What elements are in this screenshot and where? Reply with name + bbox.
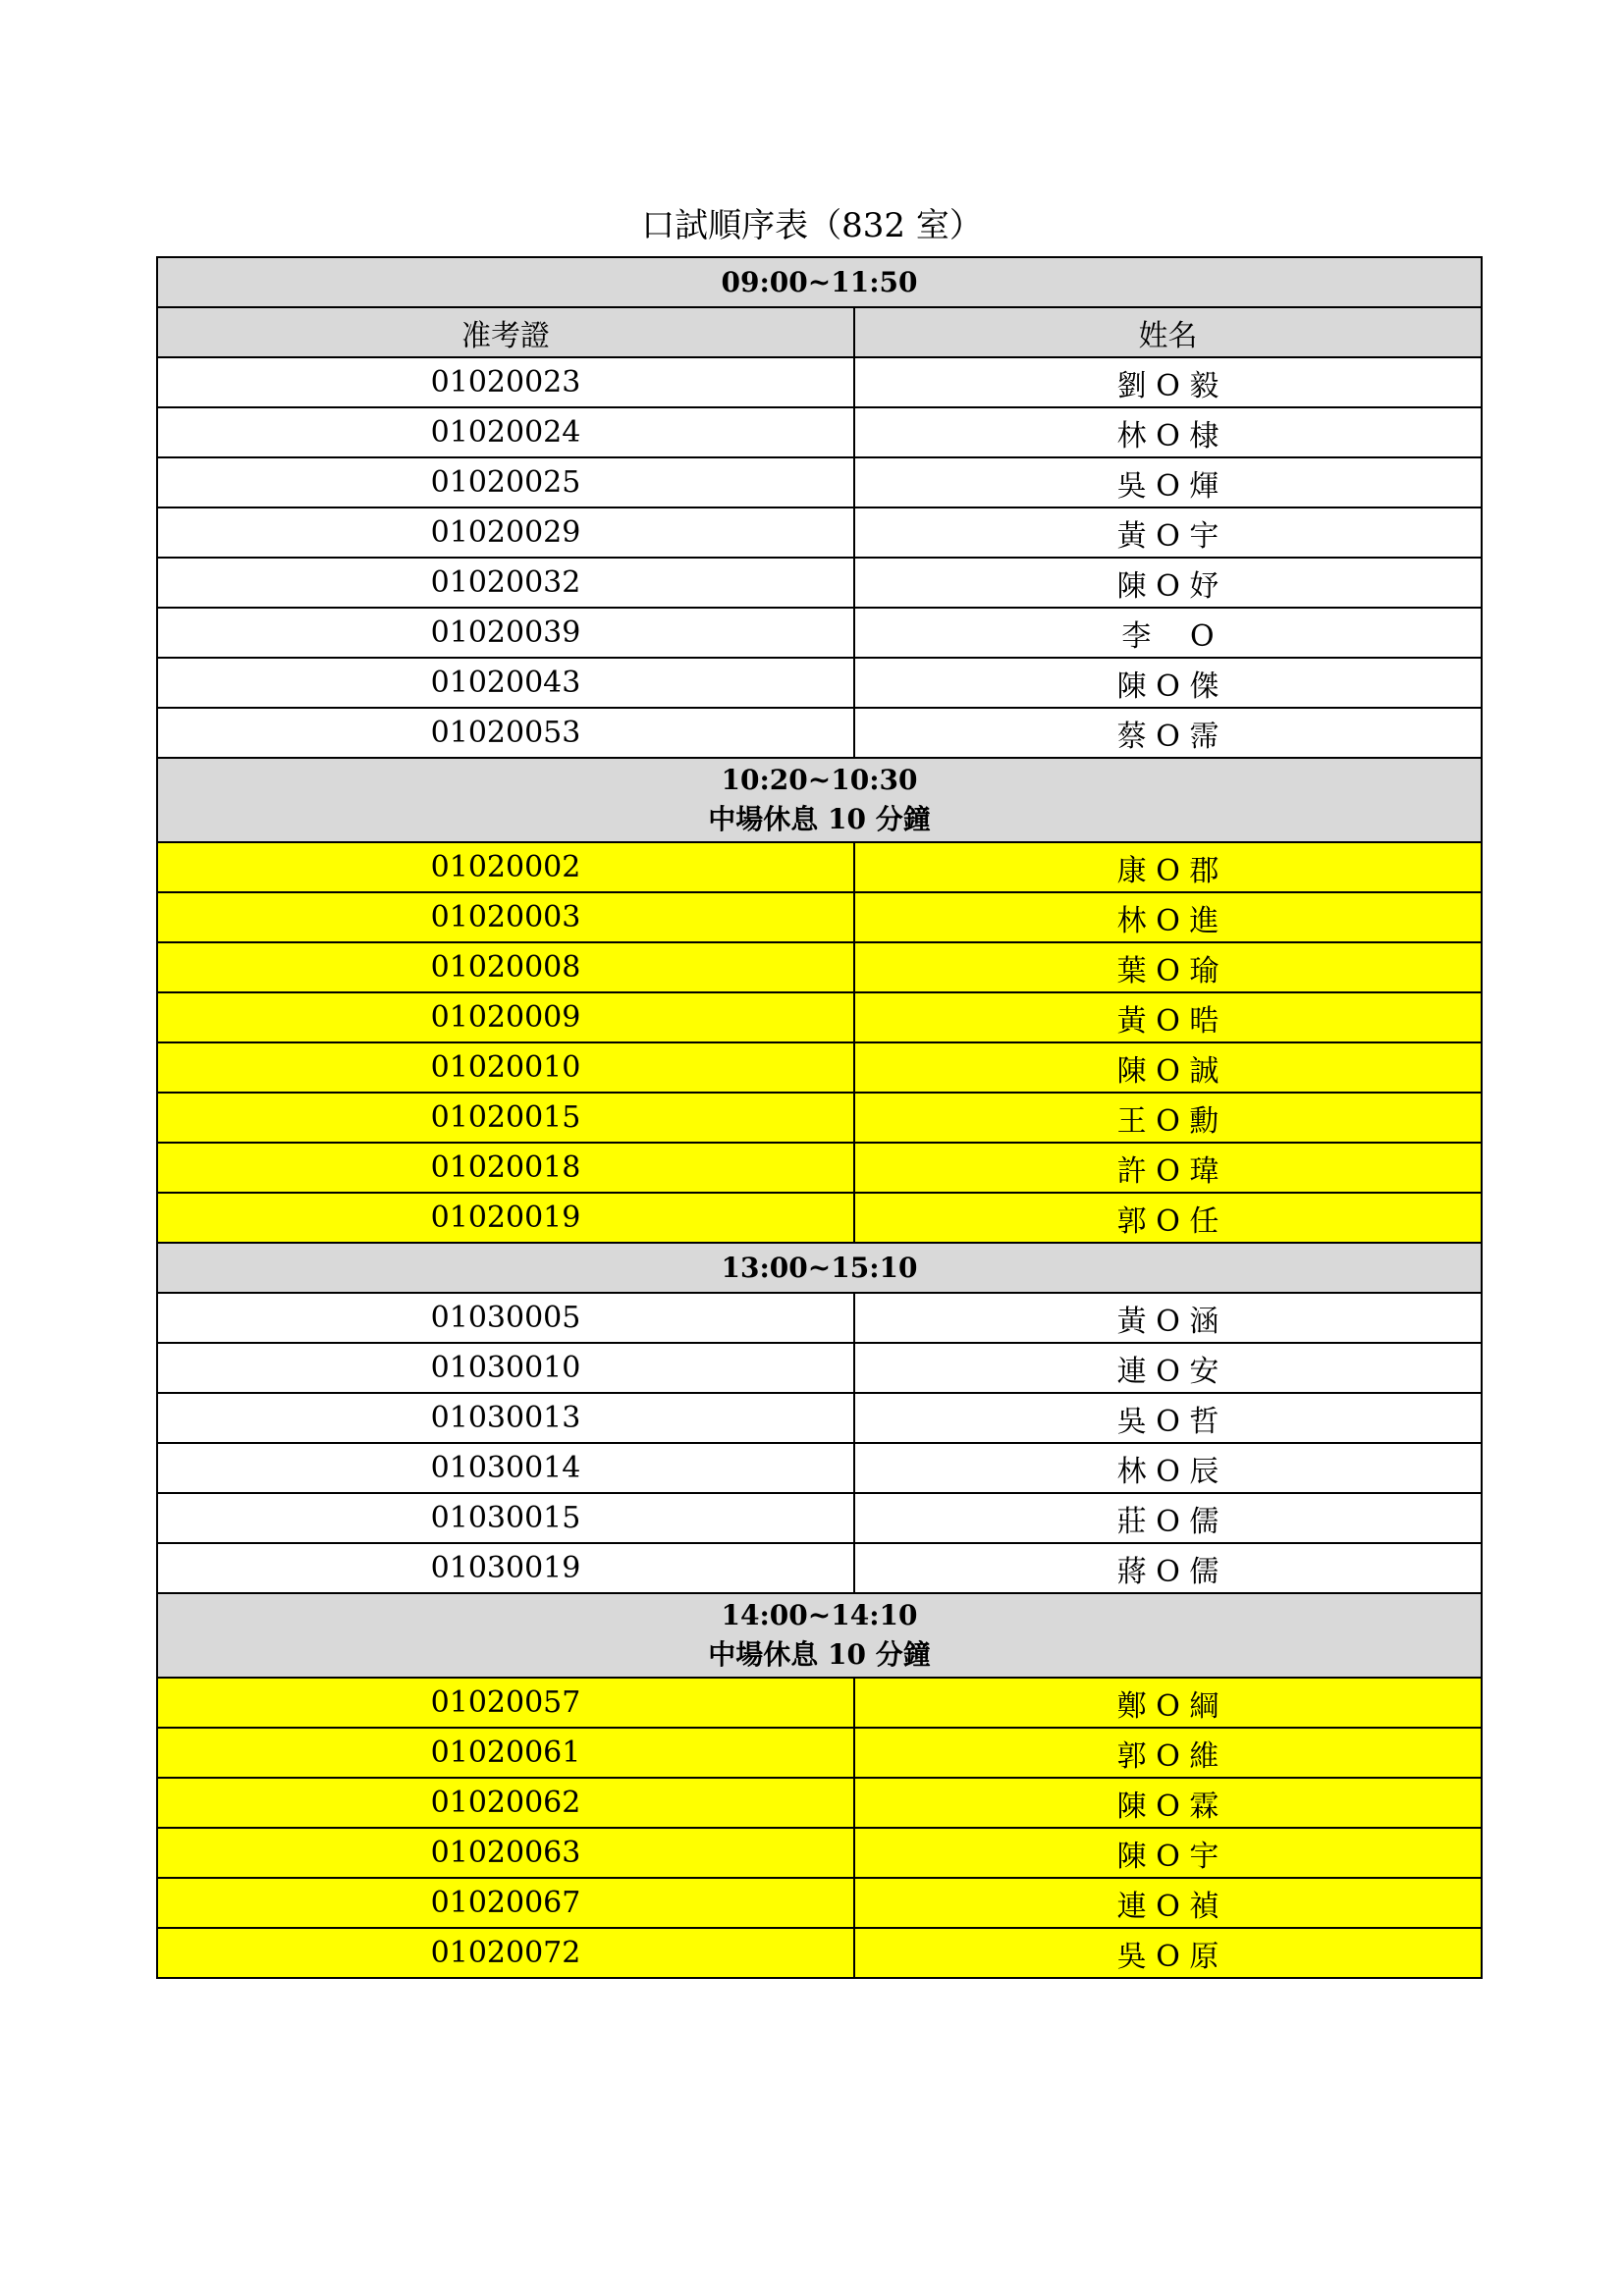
candidate-name: 蔣 O 儒 <box>854 1543 1482 1593</box>
table-row <box>157 1093 1482 1143</box>
session-time: 09:00~11:50 <box>157 257 1482 307</box>
candidate-id: 01020072 <box>157 1928 854 1978</box>
column-header-row <box>157 307 1482 357</box>
table-row <box>157 1493 1482 1543</box>
candidate-name: 莊 O 儒 <box>854 1493 1482 1543</box>
candidate-id: 01020032 <box>157 558 854 608</box>
candidate-name: 郭 O 維 <box>854 1728 1482 1778</box>
table-row <box>157 357 1482 407</box>
candidate-name: 黃 O 宇 <box>854 507 1482 558</box>
session-header-row <box>157 1243 1482 1293</box>
candidate-name: 陳 O 誠 <box>854 1042 1482 1093</box>
break-cell <box>157 758 1482 842</box>
candidate-name: 連 O 禎 <box>854 1878 1482 1928</box>
candidate-name: 林 O 進 <box>854 892 1482 942</box>
page-title: 口試順序表（832 室） <box>641 206 983 245</box>
candidate-id: 01020057 <box>157 1678 854 1728</box>
table-row <box>157 1393 1482 1443</box>
candidate-name: 陳 O 霖 <box>854 1778 1482 1828</box>
candidate-name: 黃 O 晧 <box>854 992 1482 1042</box>
table-row <box>157 558 1482 608</box>
candidate-id: 01020023 <box>157 357 854 407</box>
candidate-id: 01020062 <box>157 1778 854 1828</box>
table-row <box>157 608 1482 658</box>
table-row <box>157 1678 1482 1728</box>
break-header-row <box>157 758 1482 842</box>
break-header-row <box>157 1593 1482 1678</box>
table-row <box>157 842 1482 892</box>
candidate-name: 郭 O 任 <box>854 1193 1482 1243</box>
candidate-id: 01030005 <box>157 1293 854 1343</box>
table-row <box>157 1042 1482 1093</box>
table-row <box>157 1728 1482 1778</box>
candidate-id: 01020043 <box>157 658 854 708</box>
schedule-table <box>156 256 1483 1979</box>
table-row <box>157 1443 1482 1493</box>
session-header-row <box>157 257 1482 307</box>
table-row <box>157 457 1482 507</box>
candidate-name: 陳 O 傑 <box>854 658 1482 708</box>
table-row <box>157 708 1482 758</box>
table-row <box>157 1343 1482 1393</box>
candidate-id: 01020025 <box>157 457 854 507</box>
break-cell <box>157 1593 1482 1678</box>
candidate-id: 01020002 <box>157 842 854 892</box>
candidate-id: 01020024 <box>157 407 854 457</box>
candidate-name: 黃 O 涵 <box>854 1293 1482 1343</box>
candidate-name: 陳 O 妤 <box>854 558 1482 608</box>
table-row <box>157 892 1482 942</box>
column-header-name: 姓名 <box>854 307 1482 357</box>
session-time: 13:00~15:10 <box>157 1243 1482 1293</box>
candidate-id: 01020003 <box>157 892 854 942</box>
candidate-name: 林 O 辰 <box>854 1443 1482 1493</box>
candidate-name: 吳 O 原 <box>854 1928 1482 1978</box>
candidate-id: 01030019 <box>157 1543 854 1593</box>
candidate-name: 吳 O 哲 <box>854 1393 1482 1443</box>
break-note: 中場休息 10 分鐘 <box>708 803 931 835</box>
candidate-id: 01020039 <box>157 608 854 658</box>
table-row <box>157 507 1482 558</box>
candidate-name: 蔡 O 霈 <box>854 708 1482 758</box>
break-time: 10:20~10:30 <box>721 764 918 796</box>
table-row <box>157 1543 1482 1593</box>
table-row <box>157 992 1482 1042</box>
table-row <box>157 1143 1482 1193</box>
candidate-id: 01020053 <box>157 708 854 758</box>
break-time: 14:00~14:10 <box>721 1599 918 1631</box>
column-header-id: 准考證 <box>157 307 854 357</box>
candidate-name: 許 O 瑋 <box>854 1143 1482 1193</box>
candidate-name: 連 O 安 <box>854 1343 1482 1393</box>
table-row <box>157 1928 1482 1978</box>
candidate-id: 01030013 <box>157 1393 854 1443</box>
candidate-id: 01020008 <box>157 942 854 992</box>
candidate-id: 01030014 <box>157 1443 854 1493</box>
candidate-name: 劉 O 毅 <box>854 357 1482 407</box>
table-row <box>157 1878 1482 1928</box>
candidate-id: 01030015 <box>157 1493 854 1543</box>
candidate-id: 01020009 <box>157 992 854 1042</box>
table-row <box>157 1778 1482 1828</box>
candidate-id: 01020015 <box>157 1093 854 1143</box>
candidate-name: 康 O 郡 <box>854 842 1482 892</box>
candidate-name: 葉 O 瑜 <box>854 942 1482 992</box>
candidate-name: 鄭 O 綱 <box>854 1678 1482 1728</box>
candidate-id: 01020067 <box>157 1878 854 1928</box>
table-row <box>157 942 1482 992</box>
table-row <box>157 407 1482 457</box>
candidate-id: 01020018 <box>157 1143 854 1193</box>
candidate-name: 陳 O 宇 <box>854 1828 1482 1878</box>
table-row <box>157 1293 1482 1343</box>
table-row <box>157 1828 1482 1878</box>
candidate-id: 01020061 <box>157 1728 854 1778</box>
candidate-id: 01020019 <box>157 1193 854 1243</box>
candidate-name: 林 O 棣 <box>854 407 1482 457</box>
candidate-id: 01030010 <box>157 1343 854 1393</box>
break-note: 中場休息 10 分鐘 <box>708 1638 931 1671</box>
candidate-id: 01020010 <box>157 1042 854 1093</box>
table-row <box>157 1193 1482 1243</box>
candidate-name: 李 O <box>854 608 1482 658</box>
candidate-id: 01020029 <box>157 507 854 558</box>
candidate-name: 吳 O 煇 <box>854 457 1482 507</box>
table-row <box>157 658 1482 708</box>
candidate-id: 01020063 <box>157 1828 854 1878</box>
candidate-name: 王 O 勳 <box>854 1093 1482 1143</box>
